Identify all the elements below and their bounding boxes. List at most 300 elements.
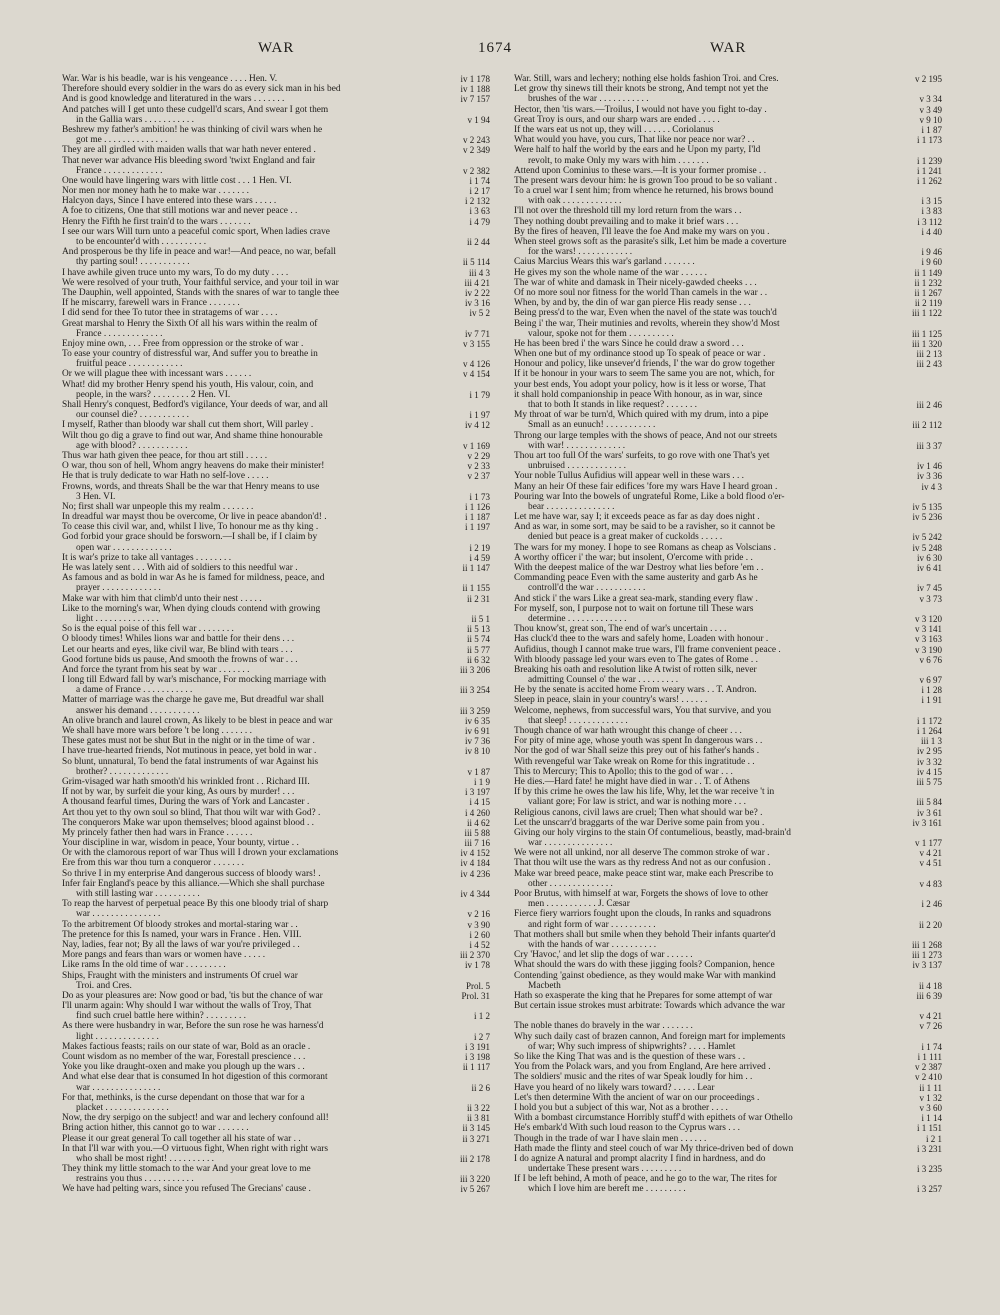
quotation-text: What should the wars do with these jigging fools? Companion, hence bbox=[514, 960, 775, 971]
act-scene-line-reference: iv 7 45 bbox=[916, 583, 942, 594]
act-scene-line-reference: ii 6 32 bbox=[466, 654, 490, 665]
concordance-line bbox=[514, 431, 942, 441]
act-scene-line-reference: i 9 46 bbox=[921, 247, 942, 258]
concordance-line bbox=[62, 125, 490, 135]
concordance-line bbox=[514, 808, 942, 818]
act-scene-line-reference: i 1 74 bbox=[921, 1041, 942, 1052]
act-scene-line-reference: iv 6 41 bbox=[916, 563, 942, 573]
act-scene-line-reference: v 3 120 bbox=[915, 613, 942, 624]
concordance-line bbox=[62, 869, 490, 879]
act-scene-line-reference: v 6 97 bbox=[919, 675, 942, 686]
quotation-text: brushes of the war . . . . . . . . . . . bbox=[528, 94, 649, 105]
concordance-line bbox=[62, 930, 490, 940]
act-scene-line-reference: i 1 197 bbox=[464, 522, 490, 533]
quotation-text: Make war breed peace, make peace stint war, make each Prescribe to bbox=[514, 868, 774, 879]
concordance-line bbox=[514, 797, 942, 807]
act-scene-line-reference: v 6 76 bbox=[919, 654, 942, 665]
concordance-line bbox=[514, 1134, 942, 1144]
quotation-text: Let's then determine With the ancient of war on our proceedings . bbox=[514, 1092, 760, 1103]
quotation-text: But certain issue strokes must arbitrate: Towards which advance the war bbox=[514, 1001, 785, 1012]
act-scene-line-reference: i 1 73 bbox=[469, 491, 490, 502]
quotation-text: He by the senate is accited home From weary wars . . T. Andron. bbox=[514, 685, 757, 696]
concordance-line bbox=[62, 349, 490, 359]
act-scene-line-reference: ii 5 114 bbox=[462, 257, 490, 268]
concordance-line bbox=[514, 74, 942, 84]
concordance-line bbox=[62, 1072, 490, 1082]
concordance-line bbox=[514, 268, 942, 278]
quotation-text: Hath made the flinty and steel couch of war My thrice-driven bed of down bbox=[514, 1143, 794, 1154]
quotation-text: war . . . . . . . . . . . . . . . bbox=[528, 838, 613, 849]
concordance-line bbox=[514, 869, 942, 879]
quotation-text: people, in the wars? . . . . . . . . 2 Hen. VI. bbox=[76, 389, 231, 400]
concordance-line bbox=[62, 1113, 490, 1123]
quotation-text: Poor Brutus, with himself at war, Forgets the shows of love to other bbox=[514, 889, 769, 899]
concordance-line bbox=[514, 971, 942, 981]
quotation-text: with war! . . . . . . . . . . . . . bbox=[528, 440, 626, 451]
concordance-line bbox=[514, 441, 942, 451]
concordance-line bbox=[514, 1103, 942, 1113]
quotation-text: in the Gallia wars . . . . . . . . . . . bbox=[76, 114, 194, 125]
concordance-line bbox=[62, 410, 490, 420]
concordance-line bbox=[62, 655, 490, 665]
act-scene-line-reference: ii 5 77 bbox=[466, 644, 490, 655]
quotation-text: of war; Why such impress of shipwrights? . . . . Hamlet bbox=[528, 1041, 736, 1052]
act-scene-line-reference: ii 1 232 bbox=[914, 277, 942, 288]
right-column bbox=[514, 74, 942, 1195]
concordance-line bbox=[514, 512, 942, 522]
act-scene-line-reference: i 1 74 bbox=[469, 175, 490, 186]
act-scene-line-reference: ii 4 62 bbox=[466, 817, 490, 828]
concordance-line bbox=[514, 502, 942, 512]
concordance-line bbox=[514, 685, 942, 695]
act-scene-line-reference: ii 2 6 bbox=[471, 1082, 490, 1093]
concordance-line bbox=[62, 614, 490, 624]
concordance-line bbox=[62, 909, 490, 919]
quotation-text: To cease this civil war, and, whilst I live, To honour me as thy king . bbox=[62, 522, 319, 533]
concordance-line bbox=[514, 329, 942, 339]
concordance-line bbox=[514, 818, 942, 828]
act-scene-line-reference: iv 5 267 bbox=[460, 1184, 490, 1195]
act-scene-line-reference: i 2 60 bbox=[469, 929, 490, 940]
concordance-line bbox=[62, 369, 490, 379]
act-scene-line-reference: i 3 63 bbox=[469, 206, 490, 217]
act-scene-line-reference: v 4 154 bbox=[463, 369, 490, 380]
act-scene-line-reference: i 2 19 bbox=[469, 542, 490, 553]
concordance-line bbox=[62, 329, 490, 339]
quotation-text: War. Still, wars and lechery; nothing else holds fashion Troi. and Cres. bbox=[514, 74, 779, 84]
quotation-text: No; first shall war unpeople this my realm . . . . . . . bbox=[62, 501, 254, 512]
act-scene-line-reference: i 1 87 bbox=[921, 124, 942, 135]
quotation-text: When, by and by, the din of war gan pierce His ready sense . . . bbox=[514, 298, 751, 309]
concordance-line bbox=[62, 1093, 490, 1103]
quotation-text: a dame of France . . . . . . . . . . . bbox=[76, 685, 193, 696]
act-scene-line-reference: iii 3 259 bbox=[459, 705, 490, 716]
quotation-text: Thou know'st, great son, The end of war's uncertain . . . . bbox=[514, 624, 727, 635]
concordance-line bbox=[514, 1001, 942, 1011]
quotation-text: Great Troy is ours, and our sharp wars are ended . . . . . bbox=[514, 114, 720, 125]
quotation-text: Breaking his oath and resolution like A twist of rotten silk, never bbox=[514, 664, 757, 675]
quotation-text: Art thou yet to thy own soul so blind, That thou wilt war with God? . bbox=[62, 807, 321, 818]
quotation-text: He dies.—Hard fate! he might have died in war . . T. of Athens bbox=[514, 776, 750, 787]
quotation-text: Nor men nor money hath he to make war . . . . . . . bbox=[62, 186, 249, 197]
concordance-line bbox=[62, 359, 490, 369]
concordance-line bbox=[514, 166, 942, 176]
concordance-line bbox=[514, 838, 942, 848]
act-scene-line-reference: iii 1 3 bbox=[920, 736, 942, 747]
concordance-line bbox=[62, 1103, 490, 1113]
concordance-line bbox=[62, 818, 490, 828]
act-scene-line-reference: i 1 126 bbox=[464, 501, 490, 512]
quotation-text: As famous and as bold in war As he is famed for mildness, peace, and bbox=[62, 573, 325, 584]
quotation-text: We were not all unkind, nor all deserve The common stroke of war . bbox=[514, 848, 770, 859]
concordance-line bbox=[62, 532, 490, 542]
act-scene-line-reference: iv 6 35 bbox=[464, 715, 490, 726]
act-scene-line-reference: iii 3 220 bbox=[459, 1174, 490, 1185]
act-scene-line-reference: ii 3 271 bbox=[462, 1133, 490, 1144]
quotation-text: When steel grows soft as the parasite's silk, Let him be made a coverture bbox=[514, 237, 787, 247]
quotation-text: Now, the dry serpigo on the subject! and war and lechery confound all! bbox=[62, 1113, 329, 1124]
act-scene-line-reference: iii 5 75 bbox=[916, 776, 942, 787]
act-scene-line-reference: i 1 151 bbox=[916, 1123, 942, 1134]
concordance-line bbox=[62, 797, 490, 807]
quotation-text: As there were husbandry in war, Before the sun rose he was harness'd bbox=[62, 1021, 324, 1032]
quotation-text: admitting Counsel o' the war . . . . . . . . . bbox=[528, 675, 679, 686]
act-scene-line-reference: i 1 262 bbox=[916, 175, 942, 186]
quotation-text: to be encounter'd with . . . . . . . . . . bbox=[76, 237, 207, 247]
concordance-line bbox=[514, 553, 942, 563]
concordance-line bbox=[62, 227, 490, 237]
quotation-text: In dreadful war mayst thou be overcome, Or live in peace abandon'd! . bbox=[62, 512, 327, 523]
act-scene-line-reference: iii 1 122 bbox=[911, 308, 942, 319]
act-scene-line-reference: iii 2 13 bbox=[916, 349, 942, 360]
act-scene-line-reference: v 2 387 bbox=[915, 1062, 942, 1073]
quotation-text: Make war with him that climb'd unto their nest . . . . . bbox=[62, 593, 262, 604]
concordance-line bbox=[62, 1052, 490, 1062]
quotation-text: A thousand fearful times, During the wars of York and Lancaster . bbox=[62, 797, 310, 808]
concordance-line bbox=[514, 390, 942, 400]
concordance-line bbox=[62, 920, 490, 930]
concordance-line bbox=[514, 604, 942, 614]
quotation-text: Fierce fiery warriors fought upon the clouds, In ranks and squadrons bbox=[514, 909, 771, 920]
concordance-line bbox=[62, 726, 490, 736]
act-scene-line-reference: v 3 49 bbox=[919, 104, 942, 115]
concordance-line bbox=[514, 451, 942, 461]
concordance-line bbox=[62, 1174, 490, 1184]
act-scene-line-reference: i 3 191 bbox=[464, 1041, 490, 1052]
concordance-line bbox=[62, 420, 490, 430]
act-scene-line-reference: ii 5 1 bbox=[471, 613, 490, 624]
concordance-line bbox=[62, 84, 490, 94]
concordance-line bbox=[62, 695, 490, 705]
concordance-line bbox=[62, 838, 490, 848]
concordance-line bbox=[62, 380, 490, 390]
act-scene-line-reference: i 2 7 bbox=[473, 1031, 490, 1042]
quotation-text: If by this crime he owes the law his life, Why, let the war receive 't in bbox=[514, 787, 775, 798]
quotation-text: Yoke you like draught-oxen and make you plough up the wars . . bbox=[62, 1062, 305, 1073]
concordance-line bbox=[62, 767, 490, 777]
act-scene-line-reference: v 4 21 bbox=[919, 848, 942, 859]
act-scene-line-reference: i 4 260 bbox=[464, 807, 490, 818]
quotation-text: So blunt, unnatural, To bend the fatal instruments of war Against his bbox=[62, 756, 319, 767]
quotation-text: Shall Henry's conquest, Bedford's vigilance, Your deeds of war, and all bbox=[62, 400, 328, 410]
concordance-line bbox=[514, 156, 942, 166]
concordance-line bbox=[514, 471, 942, 481]
concordance-line bbox=[514, 624, 942, 634]
quotation-text: who shall be most right! . . . . . . . . . . bbox=[76, 1153, 215, 1164]
quotation-text: They think my little stomach to the war And your great love to me bbox=[62, 1164, 311, 1175]
concordance-line bbox=[514, 410, 942, 420]
concordance-line bbox=[62, 889, 490, 899]
concordance-line bbox=[62, 451, 490, 461]
quotation-text: Nay, ladies, fear not; By all the laws of war you're privileged . . bbox=[62, 939, 300, 950]
concordance-line bbox=[514, 94, 942, 104]
page-number: 1674 bbox=[478, 40, 512, 56]
act-scene-line-reference: iii 1 268 bbox=[911, 939, 942, 950]
concordance-line bbox=[62, 176, 490, 186]
quotation-text: other . . . . . . . . . . . . . . bbox=[528, 878, 613, 889]
act-scene-line-reference: i 3 197 bbox=[464, 787, 490, 798]
quotation-text: Therefore should every soldier in the wars do as every sick man in his bed bbox=[62, 84, 341, 95]
concordance-line bbox=[62, 716, 490, 726]
quotation-text: And force the tyrant from his seat by war . . . . . . . bbox=[62, 664, 250, 675]
quotation-text: Welcome, nephews, from successful wars, You that survive, and you bbox=[514, 705, 772, 716]
act-scene-line-reference: iv 1 188 bbox=[460, 84, 490, 95]
quotation-text: Grim-visaged war hath smooth'd his wrinkled front . . Richard III. bbox=[62, 776, 310, 787]
concordance-line bbox=[514, 288, 942, 298]
quotation-text: My princely father then had wars in France . . . . . . bbox=[62, 827, 253, 838]
act-scene-line-reference: i 1 79 bbox=[469, 389, 490, 400]
quotation-text: for the wars! . . . . . . . . . . . . bbox=[528, 247, 633, 258]
concordance-line bbox=[514, 1093, 942, 1103]
quotation-text: with still lasting war . . . . . . . . . . bbox=[76, 889, 200, 899]
quotation-text: our counsel die? . . . . . . . . . . . bbox=[76, 410, 189, 421]
quotation-text: Thou art too full Of the wars' surfeits, to go rove with one That's yet bbox=[514, 450, 770, 461]
quotation-text: It is war's prize to take all vantages . . . . . . . . bbox=[62, 552, 232, 563]
concordance-line bbox=[62, 522, 490, 532]
concordance-line bbox=[514, 380, 942, 390]
concordance-line bbox=[514, 746, 942, 756]
concordance-line bbox=[514, 298, 942, 308]
quotation-text: Religious canons, civil laws are cruel; Then what should war be? . bbox=[514, 807, 763, 818]
concordance-line bbox=[514, 1184, 942, 1194]
quotation-text: with oak . . . . . . . . . . . . . bbox=[528, 196, 622, 207]
concordance-line bbox=[62, 1001, 490, 1011]
quotation-text: thy parting soul! . . . . . . . . . . . bbox=[76, 257, 190, 268]
quotation-text: France . . . . . . . . . . . . . bbox=[76, 328, 163, 339]
quotation-text: He gives my son the whole name of the war . . . . . . bbox=[514, 267, 707, 278]
concordance-line bbox=[514, 736, 942, 746]
act-scene-line-reference: v 1 169 bbox=[463, 440, 490, 451]
concordance-line bbox=[62, 736, 490, 746]
concordance-line bbox=[514, 1083, 942, 1093]
concordance-line bbox=[62, 308, 490, 318]
quotation-text: Why such daily cast of brazen cannon, And foreign mart for implements bbox=[514, 1031, 786, 1042]
quotation-text: And as war, in some sort, may be said to be a ravisher, so it cannot be bbox=[514, 522, 775, 533]
concordance-line bbox=[514, 308, 942, 318]
concordance-line bbox=[62, 1154, 490, 1164]
concordance-line bbox=[62, 471, 490, 481]
quotation-text: Wilt thou go dig a grave to find out war, And shame thine honourable bbox=[62, 430, 323, 441]
act-scene-line-reference: iv 7 36 bbox=[464, 736, 490, 747]
act-scene-line-reference: i 4 79 bbox=[469, 216, 490, 227]
running-head bbox=[0, 40, 1000, 66]
quotation-text: open war . . . . . . . . . . . . . bbox=[76, 542, 172, 553]
concordance-line bbox=[62, 879, 490, 889]
quotation-text: age with blood? . . . . . . . . . . . bbox=[76, 440, 188, 451]
quotation-text: These gates must not be shut But in the night or in the time of war . bbox=[62, 736, 315, 747]
concordance-line bbox=[62, 1164, 490, 1174]
concordance-line bbox=[62, 940, 490, 950]
quotation-text: Frowns, words, and threats Shall be the war that Henry means to use bbox=[62, 481, 320, 492]
quotation-text: Ere from this war thou turn a conqueror . . . . . . . bbox=[62, 858, 244, 869]
concordance-line bbox=[514, 920, 942, 930]
quotation-text: Makes factious feasts; rails on our state of war, Bold as an oracle . bbox=[62, 1041, 311, 1052]
act-scene-line-reference: i 2 46 bbox=[921, 899, 942, 910]
quotation-text: it shall hold companionship in peace With honour, as in war, since bbox=[514, 389, 763, 400]
concordance-line bbox=[62, 808, 490, 818]
concordance-line bbox=[514, 675, 942, 685]
act-scene-line-reference: iii 3 37 bbox=[916, 440, 942, 451]
quotation-text: I'll unarm again: Why should I war without the walls of Troy, That bbox=[62, 1001, 312, 1012]
quotation-text: Hath so exasperate the king that he Prepares for some attempt of war bbox=[514, 990, 773, 1001]
quotation-text: denied but peace is a great maker of cuckolds . . . . . bbox=[528, 532, 723, 543]
concordance-line bbox=[514, 400, 942, 410]
quotation-text: prayer . . . . . . . . . . . . . bbox=[76, 583, 161, 594]
quotation-text: More pangs and fears than wars or women have . . . . . bbox=[62, 950, 266, 961]
act-scene-line-reference: iv 5 2 bbox=[469, 308, 490, 319]
act-scene-line-reference: v 1 177 bbox=[915, 838, 942, 849]
quotation-text: Of no more soul nor fitness for the world Than camels in the war . . bbox=[514, 287, 768, 298]
quotation-text: Bring action hither, this cannot go to war . . . . . . . bbox=[62, 1123, 249, 1134]
act-scene-line-reference: iii 2 46 bbox=[916, 400, 942, 410]
quotation-text: restrains you thus . . . . . . . . . . . bbox=[76, 1174, 194, 1185]
concordance-line bbox=[62, 991, 490, 1001]
quotation-text: I do agnize A natural and prompt alacrity I find in hardness, and do bbox=[514, 1153, 766, 1164]
concordance-line bbox=[514, 257, 942, 267]
concordance-line bbox=[514, 1154, 942, 1164]
quotation-text: Were half to half the world by the ears and he Upon my party, I'ld bbox=[514, 145, 761, 156]
concordance-line bbox=[514, 420, 942, 430]
concordance-line bbox=[514, 1164, 942, 1174]
act-scene-line-reference: iv 3 137 bbox=[912, 960, 942, 971]
quotation-text: 3 Hen. VI. bbox=[76, 491, 116, 502]
quotation-text: Throng our large temples with the shows of peace, And not our streets bbox=[514, 430, 778, 441]
act-scene-line-reference: iv 4 344 bbox=[460, 889, 490, 899]
act-scene-line-reference: i 1 239 bbox=[916, 155, 942, 166]
act-scene-line-reference: i 4 59 bbox=[469, 552, 490, 563]
quotation-text: O bloody times! Whiles lions war and battle for their dens . . . bbox=[62, 634, 295, 645]
concordance-line bbox=[62, 1042, 490, 1052]
act-scene-line-reference: i 3 257 bbox=[916, 1184, 942, 1195]
concordance-line bbox=[514, 981, 942, 991]
quotation-text: He was lately sent . . . With aid of soldiers to this needful war . bbox=[62, 563, 298, 573]
act-scene-line-reference: iv 5 236 bbox=[912, 512, 942, 523]
act-scene-line-reference: ii 5 74 bbox=[466, 634, 490, 645]
quotation-text: controll'd the war . . . . . . . . . . . bbox=[528, 583, 646, 594]
concordance-line bbox=[514, 1032, 942, 1042]
concordance-line bbox=[62, 1021, 490, 1031]
concordance-line bbox=[62, 828, 490, 838]
quotation-text: He that is truly dedicate to war Hath no self-love . . . . . bbox=[62, 471, 269, 482]
concordance-line bbox=[62, 512, 490, 522]
act-scene-line-reference: i 1 264 bbox=[916, 726, 942, 736]
quotation-text: For myself, son, I purpose not to wait on fortune till These wars bbox=[514, 603, 754, 614]
quotation-text: So like the King That was and is the question of these wars . . bbox=[514, 1052, 746, 1062]
concordance-line bbox=[514, 665, 942, 675]
quotation-text: Like to the morning's war, When dying clouds contend with growing bbox=[62, 603, 321, 614]
act-scene-line-reference: i 1 9 bbox=[473, 776, 490, 787]
quotation-text: They nothing doubt prevailing and to make it brief wars . . . bbox=[514, 216, 739, 227]
act-scene-line-reference: iii 2 43 bbox=[916, 359, 942, 370]
act-scene-line-reference: iv 5 135 bbox=[912, 501, 942, 512]
concordance-line bbox=[62, 645, 490, 655]
concordance-line bbox=[514, 563, 942, 573]
concordance-line bbox=[62, 1062, 490, 1072]
quotation-text: The wars for my money. I hope to see Romans as cheap as Volscians . bbox=[514, 542, 777, 553]
quotation-text: One would have lingering wars with little cost . . . 1 Hen. VI. bbox=[62, 175, 292, 186]
concordance-line bbox=[514, 1062, 942, 1072]
quotation-text: With revengeful war Take wreak on Rome for this ingratitude . . bbox=[514, 756, 755, 767]
concordance-line bbox=[62, 583, 490, 593]
concordance-line bbox=[514, 482, 942, 492]
quotation-text: light . . . . . . . . . . . . . . bbox=[76, 1031, 159, 1042]
concordance-line bbox=[62, 247, 490, 257]
quotation-text: The Dauphin, well appointed, Stands with the snares of war to tangle thee bbox=[62, 287, 340, 298]
quotation-text: determine . . . . . . . . . . . . . bbox=[528, 613, 627, 624]
quotation-text: Sleep in peace, slain in your country's wars! . . . . . . bbox=[514, 695, 708, 706]
act-scene-line-reference: i 1 14 bbox=[921, 1113, 942, 1124]
act-scene-line-reference: iii 1 320 bbox=[911, 338, 942, 349]
quotation-text: That never war advance His bleeding sword 'twixt England and fair bbox=[62, 155, 316, 166]
concordance-line bbox=[514, 787, 942, 797]
concordance-line bbox=[514, 278, 942, 288]
concordance-line bbox=[62, 482, 490, 492]
quotation-text: To reap the harvest of perpetual peace By this one bloody trial of sharp bbox=[62, 899, 329, 910]
act-scene-line-reference: i 3 15 bbox=[921, 196, 942, 207]
quotation-text: I have true-hearted friends, Not mutinous in peace, yet bold in war . bbox=[62, 746, 317, 757]
act-scene-line-reference: iv 5 242 bbox=[912, 532, 942, 543]
concordance-line bbox=[62, 848, 490, 858]
act-scene-line-reference: ii 2 44 bbox=[466, 237, 490, 247]
act-scene-line-reference: iii 1 125 bbox=[911, 328, 942, 339]
act-scene-line-reference: v 3 190 bbox=[915, 644, 942, 655]
concordance-line bbox=[62, 858, 490, 868]
concordance-line bbox=[514, 655, 942, 665]
concordance-line bbox=[62, 135, 490, 145]
concordance-line bbox=[62, 950, 490, 960]
act-scene-line-reference: i 1 187 bbox=[464, 512, 490, 523]
act-scene-line-reference: v 2 382 bbox=[463, 165, 490, 176]
concordance-line bbox=[62, 1184, 490, 1194]
concordance-line bbox=[62, 553, 490, 563]
act-scene-line-reference: i 2 17 bbox=[469, 186, 490, 197]
act-scene-line-reference: iii 5 88 bbox=[464, 827, 490, 838]
quotation-text: That mothers shall but smile when they behold Their infants quarter'd bbox=[514, 929, 776, 940]
concordance-line bbox=[62, 563, 490, 573]
quotation-text: answer his demand . . . . . . . . . . . bbox=[76, 705, 200, 716]
quotation-text: The present wars devour him: he is grown Too proud to be so valiant . bbox=[514, 175, 777, 186]
quotation-text: War. War is his beadle, war is his vengeance . . . . Hen. V. bbox=[62, 74, 278, 84]
concordance-line bbox=[514, 237, 942, 247]
act-scene-line-reference: iv 7 157 bbox=[460, 94, 490, 105]
act-scene-line-reference: iv 8 10 bbox=[464, 746, 490, 757]
act-scene-line-reference: v 2 349 bbox=[463, 145, 490, 156]
act-scene-line-reference: v 3 73 bbox=[919, 593, 942, 604]
quotation-text: got me . . . . . . . . . . . . . . bbox=[76, 135, 168, 146]
concordance-line bbox=[514, 777, 942, 787]
concordance-line bbox=[62, 288, 490, 298]
quotation-text: unbruised . . . . . . . . . . . . . bbox=[528, 461, 626, 472]
